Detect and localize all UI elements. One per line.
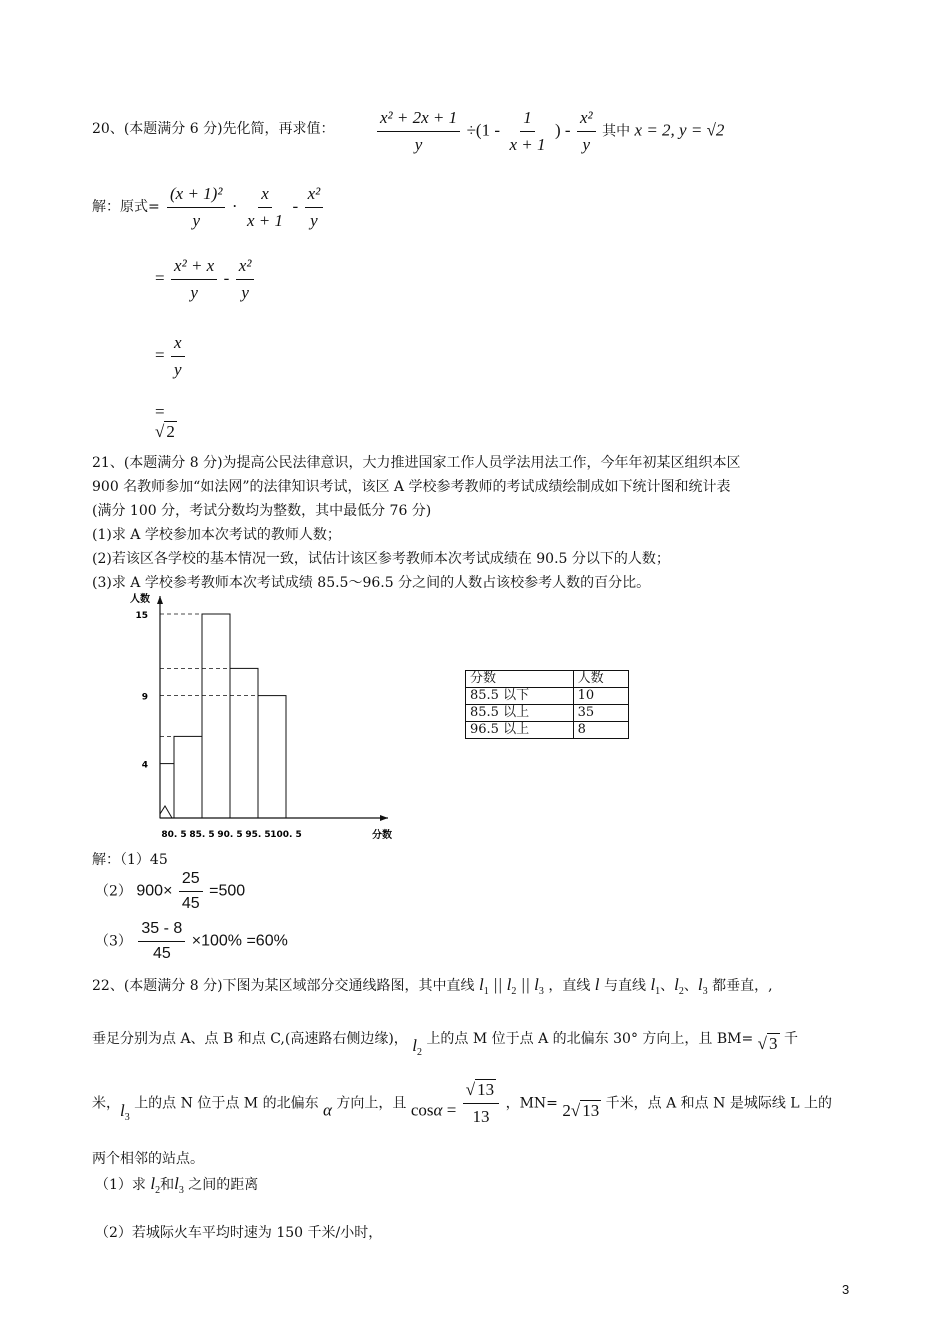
q21-answer2: （2） 900× $\frac{25}{45}$ =500 xyxy=(95,870,246,912)
q22-line2: 垂足分别为点 A、点 B 和点 C,(高速路右侧边缘)， $l_2$ 上的点 M 位于点 A 的北偏东 30° 方向上，且 BM= √ 3 千 xyxy=(92,1031,798,1058)
histogram-bar xyxy=(230,668,258,818)
x-tick-label: 100. 5 xyxy=(270,830,302,840)
y-axis-arrow xyxy=(157,596,163,604)
q21-part2: (2)若该区各学校的基本情况一致，试估计该区参考教师本次考试成绩在 90.5 分以下的人数； xyxy=(92,551,670,567)
table-row: 85.5 以下 10 xyxy=(466,688,629,705)
x-tick-label: 90. 5 xyxy=(217,830,243,840)
q21-part3: (3)求 A 学校参考教师本次考试成绩 85.5～96.5 分之间的人数占该校参考人数的百分比。 xyxy=(92,575,651,591)
q21-answer3: （3） $\frac{35 - 8}{45}$ ×100% =60% xyxy=(95,920,288,962)
histogram-bar xyxy=(202,614,230,818)
q20-step2: = $\frac{\text{x² + x}}{y}$ - $\frac{\text{x²}}{y}$ xyxy=(155,256,256,303)
q20-frac2: $\frac{1}{x + 1}$ xyxy=(509,108,546,154)
axis-break-mark xyxy=(160,806,172,818)
q20-solution-label: 解：原式= xyxy=(92,199,160,215)
table-header-count: 人数 xyxy=(573,671,628,688)
q22-part2: （2）若城际火车平均时速为 150 千米/小时， xyxy=(95,1225,383,1241)
q22-line4: 两个相邻的站点。 xyxy=(92,1151,204,1167)
q21-line2: 900 名教师参加“如法网”的法律知识考试，该区 A 学校参考教师的考试成绩绘制成如下统计图和统计表 xyxy=(92,479,731,495)
y-axis-label: 人数 xyxy=(130,594,150,605)
table-row: 96.5 以上 8 xyxy=(466,722,629,739)
table-header-score: 分数 xyxy=(466,671,574,688)
histogram-bar xyxy=(174,736,202,818)
q20-header: 20、(本题满分 6 分)先化简，再求值： xyxy=(92,121,335,137)
q20-frac1: $\frac{\text{x² + 2x + 1}}{y}$ xyxy=(377,108,460,155)
q21-part1: (1)求 A 学校参加本次考试的教师人数； xyxy=(92,527,341,543)
x-tick-label: 85. 5 xyxy=(189,830,215,840)
q21-line3: (满分 100 分，考试分数均为整数，其中最低分 76 分) xyxy=(92,503,432,519)
q20-expression: $\frac{\text{x² + 2x + 1}}{y}$ ÷(1 - $\frac{1}{x + 1}$ ) - $\frac{\text{x²}}{y}$ 其中 x = 2, y = √2 xyxy=(375,108,724,155)
q20-step4: = √ 2 xyxy=(155,402,175,441)
histogram-marks xyxy=(135,596,388,840)
q20-frac3: $\frac{\text{x²}}{y}$ xyxy=(577,108,596,155)
y-tick-label: 9 xyxy=(141,692,148,703)
q20-step3: = $\frac{x}{y}$ xyxy=(155,333,187,380)
histogram-bar xyxy=(258,696,286,818)
page-number: 3 xyxy=(842,1282,850,1297)
q22-line3: 米，$l_3$ 上的点 N 位于点 M 的北偏东 α 方向上，且 cosα = $\frac{√ 13}{13}$ ，MN= 2√ 13 千米，点 A 和点 N 是城际线 L 上的 xyxy=(92,1080,833,1126)
q21-line1: 21、(本题满分 8 分)为提高公民法律意识，大力推进国家工作人员学法用法工作，今年年初某区组织本区 xyxy=(92,455,741,471)
stats-table xyxy=(465,670,629,739)
score-histogram xyxy=(120,588,410,846)
table-header-row xyxy=(466,671,629,688)
x-axis-arrow xyxy=(380,815,388,821)
q22-line1: 22、(本题满分 8 分)下图为某区域部分交通线路图，其中直线 $l_1$ || $l_2$ || $l_3$ ，直线 l 与直线 $l_1$、$l_2$、$l_3$ 都垂直，, xyxy=(92,975,773,997)
y-tick-label: 4 xyxy=(141,760,148,771)
x-axis-label: 分数 xyxy=(372,830,392,841)
q22-part1: （1）求 $l_2$和$l_3$ 之间的距离 xyxy=(95,1174,259,1196)
x-tick-label: 80. 5 xyxy=(161,830,187,840)
table-row: 85.5 以上 35 xyxy=(466,705,629,722)
y-tick-label: 15 xyxy=(135,611,148,621)
x-tick-label: 95. 5 xyxy=(245,830,271,840)
q21-answer1: 解：（1）45 xyxy=(92,852,168,868)
q20-step1: $\frac{\text{(x + 1)²}}{y}$ · $\frac{x}{x + 1}$ - $\frac{\text{x²}}{y}$ xyxy=(165,184,325,231)
